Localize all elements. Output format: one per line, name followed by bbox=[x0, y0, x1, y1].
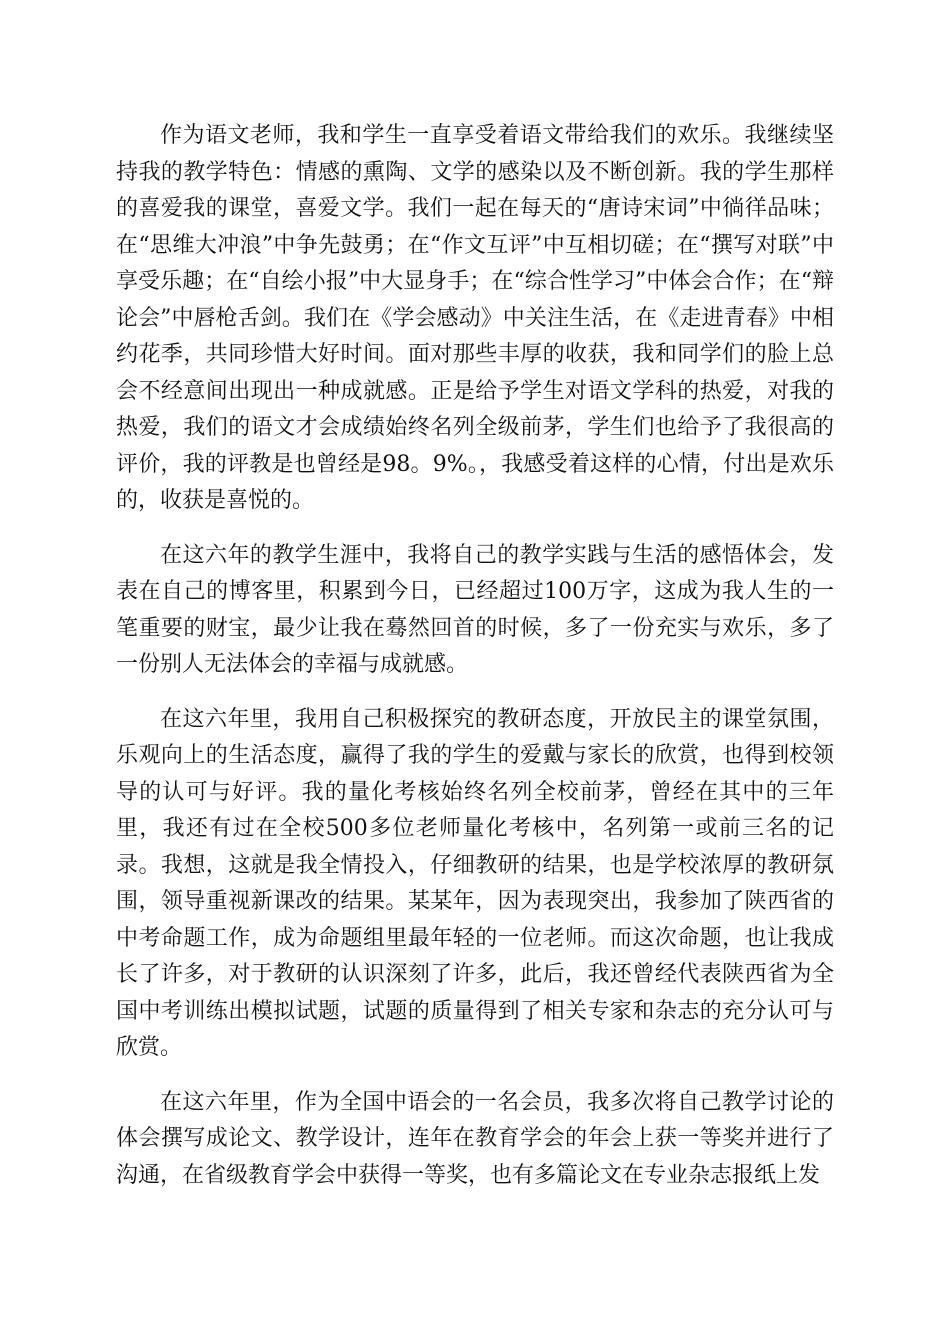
paragraph-teaching-research: 在这六年里，我用自己积极探究的教研态度，开放民主的课堂氛围，乐观向上的生活态度，赢得了我的学生的爱戴与家长的欣赏，也得到校领导的认可与好评。我的量化考核始终名列全校前茅，曾经在其中的三年里，我还有过在全校500多位老师量化考核中，名列第一或前三名的记录。我想，这就是我全情投入，仔细教研的结果，也是学校浓厚的教研氛围，领导重视新课改的结果。某某年，因为表现突出，我参加了陕西省的中考命题工作，成为命题组里最年轻的一位老师。而这次命题，也让我成长了许多，对于教研的认识深刻了许多，此后，我还曾经代表陕西省为全国中考训练出模拟试题，试题的质量得到了相关专家和杂志的充分认可与欣赏。 bbox=[116, 706, 834, 1060]
document-page bbox=[116, 118, 834, 1194]
paragraph-academic-papers: 在这六年里，作为全国中语会的一名会员，我多次将自己教学讨论的体会撰写成论文、教学设计，连年在教育学会的年会上获一等奖并进行了沟通，在省级教育学会中获得一等奖，也有多篇论文在专业杂志报纸上发 bbox=[116, 1089, 834, 1188]
paragraph-blog-writing: 在这六年的教学生涯中，我将自己的教学实践与生活的感悟体会，发表在自己的博客里，积累到今日，已经超过100万字，这成为我人生的一笔重要的财宝，最少让我在蓦然回首的时候，多了一份充实与欢乐，多了一份别人无法体会的幸福与成就感。 bbox=[116, 542, 834, 677]
paragraph-teaching-joy: 作为语文老师，我和学生一直享受着语文带给我们的欢乐。我继续坚持我的教学特色：情感的熏陶、文学的感染以及不断创新。我的学生那样的喜爱我的课堂，喜爱文学。我们一起在每天的“唐诗宋词”中徜徉品味；在“思维大冲浪”中争先鼓勇；在“作文互评”中互相切磋；在“撰写对联”中享受乐趣；在“自绘小报”中大显身手；在“综合性学习”中体会合作；在“辩论会”中唇枪舌剑。我们在《学会感动》中关注生活，在《走进青春》中相约花季，共同珍惜大好时间。面对那些丰厚的收获，我和同学们的脸上总会不经意间出现出一种成就感。正是给予学生对语文学科的热爱，对我的热爱，我们的语文才会成绩始终名列全级前茅，学生们也给予了我很高的评价，我的评教是也曾经是98。9%。，我感受着这样的心情，付出是欢乐的，收获是喜悦的。 bbox=[116, 123, 834, 513]
